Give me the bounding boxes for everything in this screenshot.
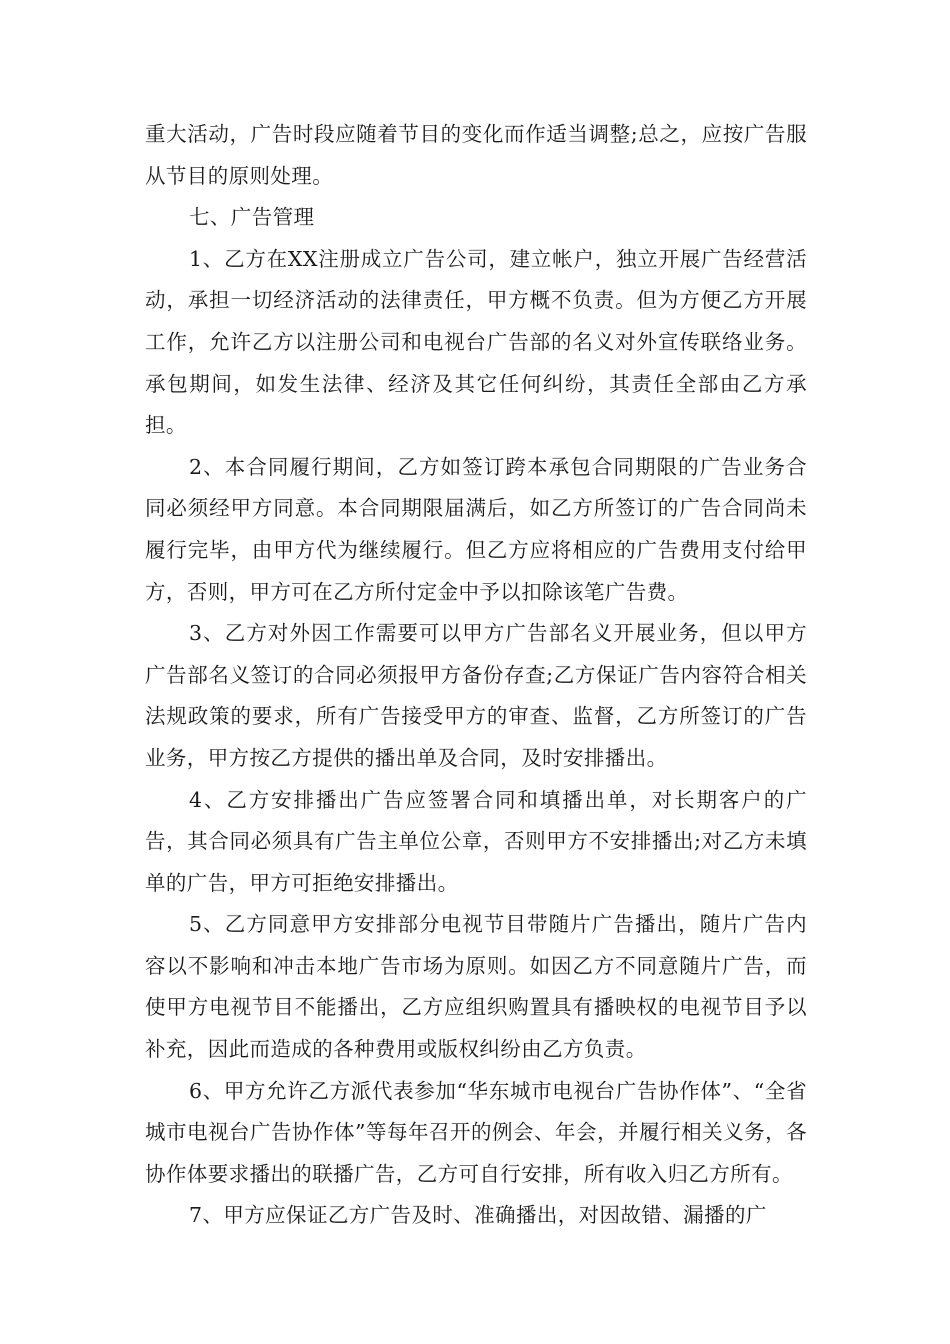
- section-heading: 七、广告管理: [189, 205, 315, 230]
- clause-2: 2、本合同履行期间，乙方如签订跨本承包合同期限的广告业务合同必须经甲方同意。本合同期限届满后，如乙方所签订的广告合同尚未履行完毕，由甲方代为继续履行。但乙方应将相应的广告费用支付给甲方，否则，甲方可在乙方所付定金中予以扣除该笔广告费。: [145, 454, 807, 604]
- clause-3: 3、乙方对外因工作需要可以甲方广告部名义开展业务，但以甲方广告部名义签订的合同必须报甲方备份存查;乙方保证广告内容符合相关法规政策的要求，所有广告接受甲方的审查、监督，乙方所签订的广告业务，甲方按乙方提供的播出单及合同，及时安排播出。: [145, 621, 807, 770]
- paragraph-continuation: 重大活动，广告时段应随着节目的变化而作适当调整;总之，应按广告服从节目的原则处理。: [145, 122, 807, 188]
- clause-1: 1、乙方在XX注册成立广告公司，建立帐户，独立开展广告经营活动，承担一切经济活动的法律责任，甲方概不负责。但为方便乙方开展工作，允许乙方以注册公司和电视台广告部的名义对外宣传联络业务。承包期间，如发生法律、经济及其它任何纠纷，其责任全部由乙方承担。: [145, 246, 807, 438]
- clause-7: 7、甲方应保证乙方广告及时、准确播出，对因故错、漏播的广: [189, 1203, 767, 1228]
- clause-4: 4、乙方安排播出广告应签署合同和填播出单，对长期客户的广告，其合同必须具有广告主单位公章，否则甲方不安排播出;对乙方未填单的广告，甲方可拒绝安排播出。: [145, 787, 807, 895]
- clause-6: 6、甲方允许乙方派代表参加“华东城市电视台广告协作体”、“全省城市电视台广告协作体”等每年召开的例会、年会，并履行相关义务，各协作体要求播出的联播广告，乙方可自行安排，所有收入归乙方所有。: [145, 1078, 807, 1186]
- document-body: [145, 114, 807, 1237]
- clause-5: 5、乙方同意甲方安排部分电视节目带随片广告播出，随片广告内容以不影响和冲击本地广告市场为原则。如因乙方不同意随片广告，而使甲方电视节目不能播出，乙方应组织购置具有播映权的电视节目予以补充，因此而造成的各种费用或版权纠纷由乙方负责。: [145, 912, 807, 1062]
